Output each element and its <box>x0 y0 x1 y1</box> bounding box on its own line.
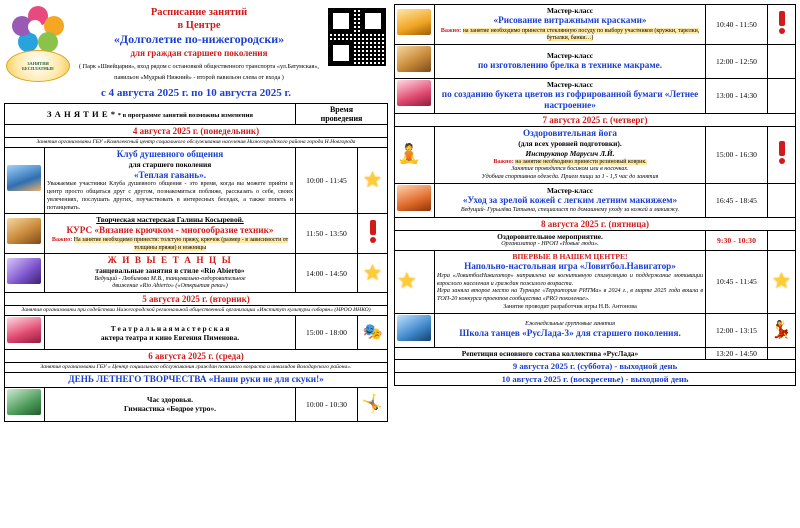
event-row-dance <box>5 253 388 292</box>
club-title: Клуб душевного общения <box>116 148 224 159</box>
event-content-theatre <box>45 316 296 350</box>
event-content-lovitbol <box>435 250 706 313</box>
health-title: Оздоровительное мероприятие. <box>497 231 603 241</box>
header-text <box>76 4 322 82</box>
health-time: 9:30 - 10:30 <box>706 230 768 250</box>
theatre-time: 15:00 - 18:00 <box>296 316 358 350</box>
col-time-l1: Время <box>329 105 354 114</box>
day-label-05: 5 августа 2025 г. (вторник) <box>5 293 388 306</box>
day-label-08: 8 августа 2025 г. (пятница) <box>395 217 796 230</box>
dance-body2: движение «Rio Abierto» («Открытая река») <box>112 283 228 290</box>
event-content-dance <box>45 253 296 292</box>
title-line3: «Долголетие по-нижегородски» <box>113 32 285 47</box>
club-subtitle2: «Теплая гавань». <box>133 169 207 180</box>
event-row-ruslada-rehearsal <box>395 347 796 359</box>
event-row-paper-bouquet <box>395 78 796 113</box>
club-body: Уважаемые участники Клуба душевного общения - это время, когда вы можете прийти в центр просто общаться друг с другом, познакомиться поближе, рассказать о себе, своих увлечениях, послушать других, поучаствовать в интересных беседах, а также попеть и потанцевать. <box>47 181 293 211</box>
badge-line2: БЕСПЛАТНЫЕ <box>21 66 55 71</box>
event-row-theatre <box>5 316 388 350</box>
event-row-macrame <box>395 44 796 78</box>
kosyreva-important <box>47 236 293 252</box>
lovitbol-title: Напольно-настольная игра «Ловитбол.Навигатор» <box>464 261 676 272</box>
schedule-period: с 4 августа 2025 г. по 10 августа 2025 г. <box>100 87 291 99</box>
yoga-subtitle2: Инструктор Марусич Л.Й. <box>525 148 615 158</box>
ruslada-weekly: Еженедельные групповые занятия <box>525 320 615 327</box>
day-label-04: 4 августа 2025 г. (понедельник) <box>5 125 388 138</box>
lovitbol-bullet2: Игра заняла второе место на Турнире «Территория РИТМа» в 2024 г., в марте 2025 года вошла в ТОП-20 конкурса проектов сообщества «PRO поколение». <box>437 288 703 303</box>
theatre-subtitle: актера театра и кино Евгения Пименова. <box>100 332 240 342</box>
lovitbol-time: 10:45 - 11:45 <box>706 250 768 313</box>
day-row-friday <box>395 217 796 230</box>
ruslada-title: Школа танцев «РусЛада-3» для старшего поколения. <box>459 328 681 339</box>
address-line1: ( Парк «Швейцария», вход рядом с остановкой общественного транспорта «ул.Батумская», <box>79 62 319 70</box>
event-row-skincare <box>395 183 796 217</box>
macrame-spacer <box>768 44 796 78</box>
event-thumb-dance <box>5 253 45 292</box>
theatre-icon: 🎭 <box>358 316 388 350</box>
event-thumb-macrame <box>395 44 435 78</box>
event-content-macrame <box>435 44 706 78</box>
yoga-important <box>437 158 703 166</box>
yoga-note1: Занятие проводится босиком или в носочках. <box>511 166 629 173</box>
important-label-3: Важно: <box>493 157 514 165</box>
yoga-title: Оздоровительная йога <box>522 127 618 138</box>
important-text-2: на занятие необходимо принести стеклянную посуду по выбору участников (кружки, тарелки, бутылки, банки…) <box>462 27 700 42</box>
macrame-label: Мастер-класс <box>546 50 594 60</box>
day-row-wednesday <box>5 350 388 363</box>
event-thumb-ruslada <box>395 313 435 347</box>
day-label-06: 6 августа 2025 г. (среда) <box>5 350 388 363</box>
skincare-time: 16:45 - 18:45 <box>706 183 768 217</box>
theatre-title: Т е а т р а л ь н а я м а с т е р с к а я <box>110 323 230 333</box>
org-row-tuesday <box>5 306 388 316</box>
health-organizer: Организатор - НРОП «Новые люди». <box>501 240 599 247</box>
lovitbol-bullet1: Игра «ЛовитболНавигатор» направлена на когнитивную стимуляцию и поддержание мотивации взрослого населения и граждан пожилого возраста. <box>437 272 703 287</box>
yoga-time: 15:00 - 16:30 <box>706 126 768 183</box>
bouquet-label: Мастер-класс <box>546 79 594 89</box>
rehearsal-title: Репетиция основного состава коллектива «РусЛада» <box>461 348 639 358</box>
day-label-09: 9 августа 2025 г. (суббота) - выходной день <box>395 359 796 372</box>
day-row-monday <box>5 125 388 138</box>
flower-icon <box>10 6 66 54</box>
org-row-monday <box>5 138 388 148</box>
star-icon-3: ★ <box>768 250 796 313</box>
day-row-saturday <box>395 359 796 372</box>
glass-paint-label: Мастер-класс <box>546 6 594 15</box>
dance-time: 14:00 - 14:50 <box>296 253 358 292</box>
event-thumb-lovitbol: ★ <box>395 250 435 313</box>
dance-body1: Ведущий - Любимова М.В., танцевально-оздоровительное <box>94 275 246 282</box>
document-header <box>4 4 388 82</box>
dancers-icon: 💃 <box>768 313 796 347</box>
skincare-spacer <box>768 183 796 217</box>
event-content-ruslada <box>435 313 706 347</box>
lovitbol-note: Занятие проводит разработчик игры Н.В. Антонова <box>503 303 637 310</box>
glass-paint-time: 10:40 - 11:50 <box>706 5 768 45</box>
event-thumb-knitting <box>5 214 45 254</box>
bouquet-title: по созданию букета цветов из гофрированной бумаги «Летнее настроение» <box>441 88 699 111</box>
bouquet-time: 13:00 - 14:30 <box>706 78 768 113</box>
event-row-glass-paint <box>395 5 796 45</box>
day-label-07: 7 августа 2025 г. (четверг) <box>395 113 796 126</box>
kosyreva-workshop: Творческая мастерская Галины Косыревой. <box>96 215 244 225</box>
important-label-2: Важно: <box>440 26 462 34</box>
org-note-wednesday: Занятия организованы ГБУ « Центр социального обслуживания граждан пожилого возраста и инвалидов Володарского района». <box>5 363 388 373</box>
exclamation-icon <box>358 214 388 254</box>
org-note-tuesday: Занятия организованы при содействии Нижегородской региональной общественной организации «Институт культуры соборян» (НРОО ИНКО) <box>5 306 388 316</box>
event-thumb-yoga: 🧘 <box>395 126 435 183</box>
star-icon: ★ <box>358 147 388 213</box>
skincare-title: «Уход за зрелой кожей с легким летним макияжем» <box>462 195 678 206</box>
org-note-monday: Занятия организованы ГБУ «Комплексный центр социального обслуживания населения Нижегородского района города Н.Новгорода <box>5 138 388 148</box>
right-column <box>392 0 800 528</box>
health-spacer <box>768 230 796 250</box>
event-content-club <box>45 147 296 213</box>
event-row-club <box>5 147 388 213</box>
exclamation-icon-2 <box>768 5 796 45</box>
skincare-label: Мастер-класс <box>546 185 594 195</box>
important-text: На занятие необходимо принести: толстую пряжу, крючок (размер - в зависимости от толщины пряжи) и ножницы <box>73 237 289 251</box>
rehearsal-spacer <box>768 347 796 359</box>
day-row-sunday <box>395 372 796 385</box>
right-schedule-table <box>394 4 796 386</box>
col-time-l2: проведения <box>320 114 363 123</box>
gym-time: 10:00 - 10:30 <box>296 387 358 421</box>
star-icon-2: ★ <box>358 253 388 292</box>
badge-line1: ЗАНЯТИЯ <box>27 60 49 66</box>
qr-code-icon[interactable] <box>326 6 388 68</box>
exercise-icon: 🤸 <box>358 387 388 421</box>
col-activity-note: * в программе занятий возможны изменения <box>117 112 254 119</box>
event-content-kosyreva <box>45 214 296 254</box>
table-header-row <box>5 104 388 125</box>
event-thumb-theatre <box>5 316 45 350</box>
col-activity-header <box>5 104 296 125</box>
important-label: Важно: <box>51 236 73 244</box>
event-row-yoga <box>395 126 796 183</box>
club-time: 10:00 - 11:45 <box>296 147 358 213</box>
event-row-gym <box>5 387 388 421</box>
lovitbol-first-label: ВПЕРВЫЕ В НАШЕМ ЦЕНТРЕ! <box>512 251 628 261</box>
macrame-time: 12:00 - 12:50 <box>706 44 768 78</box>
event-content-paper-bouquet <box>435 78 706 113</box>
col-time-header <box>296 104 388 125</box>
summer-create-title: ДЕНЬ ЛЕТНЕГО ТВОРЧЕСТВА «Наши руки не для скуки!» <box>68 374 324 385</box>
dance-subtitle: танцевальные занятия в стиле «Rio Abierto» <box>95 266 245 276</box>
event-content-skincare <box>435 183 706 217</box>
org-row-wednesday <box>5 363 388 373</box>
event-content-glass-paint <box>435 5 706 45</box>
event-row-health <box>395 230 796 250</box>
event-content-health <box>395 230 706 250</box>
rehearsal-time: 13:20 - 14:50 <box>706 347 768 359</box>
event-content-gym <box>45 387 296 421</box>
exclamation-icon-3 <box>768 126 796 183</box>
day-row-tuesday <box>5 293 388 306</box>
yoga-note2: Удобная спортивная одежда. Прием пищи за 1 - 1,5 час до занятия <box>481 173 659 180</box>
dance-title: Ж И В Ы Е Т А Н Ц Ы <box>107 254 233 265</box>
free-classes-badge <box>6 50 70 82</box>
event-row-lovitbol <box>395 250 796 313</box>
gym-title: Час здоровья. <box>147 394 193 404</box>
event-thumb-makeup <box>395 183 435 217</box>
skincare-body: Ведущий- Гурылёва Татьяна, специалист по домашнему уходу за кожей и макияжу. <box>460 206 680 213</box>
event-thumb-gym <box>5 387 45 421</box>
event-row-ruslada <box>395 313 796 347</box>
event-content-yoga <box>435 126 706 183</box>
gym-subtitle: Гимнастика «Бодрое утро». <box>123 404 217 414</box>
center-logo <box>4 4 72 82</box>
bouquet-spacer <box>768 78 796 113</box>
event-thumb-club <box>5 147 45 213</box>
title-line4: для граждан старшего поколения <box>130 47 268 58</box>
address-line2: павильон «Мудрый Нижний» - второй павильон слева от входа ) <box>114 73 284 81</box>
day-label-10: 10 августа 2025 г. (воскресенье) - выходной день <box>395 372 796 385</box>
event-row-summer-create <box>5 373 388 388</box>
col-activity-title: З А Н Я Т И Е * <box>46 109 116 119</box>
left-column <box>0 0 392 528</box>
ruslada-time: 12:00 - 13:15 <box>706 313 768 347</box>
day-row-thursday <box>395 113 796 126</box>
glass-paint-important <box>437 27 703 43</box>
glass-paint-title: «Рисование витражными красками» <box>493 15 647 26</box>
title-line2: в Центре <box>177 20 221 32</box>
left-schedule-table <box>4 103 388 422</box>
important-text-3: на занятие необходимо принести резиновый коврик. <box>515 158 647 165</box>
event-row-kosyreva <box>5 214 388 254</box>
kosyreva-course: КУРС «Вязание крючком - многообразие техник» <box>66 224 274 235</box>
yoga-subtitle1: (для всех уровней подготовки). <box>518 139 622 149</box>
summer-create-title-cell <box>5 373 388 388</box>
event-content-rehearsal <box>395 347 706 359</box>
macrame-title: по изготовлению брелка в технике макраме. <box>477 59 662 70</box>
event-thumb-flowers <box>395 78 435 113</box>
club-subtitle1: для старшего поколения <box>128 160 212 170</box>
title-line1: Расписание занятий <box>150 7 248 18</box>
kosyreva-time: 11:50 - 13:50 <box>296 214 358 254</box>
event-thumb-butterfly <box>395 5 435 45</box>
